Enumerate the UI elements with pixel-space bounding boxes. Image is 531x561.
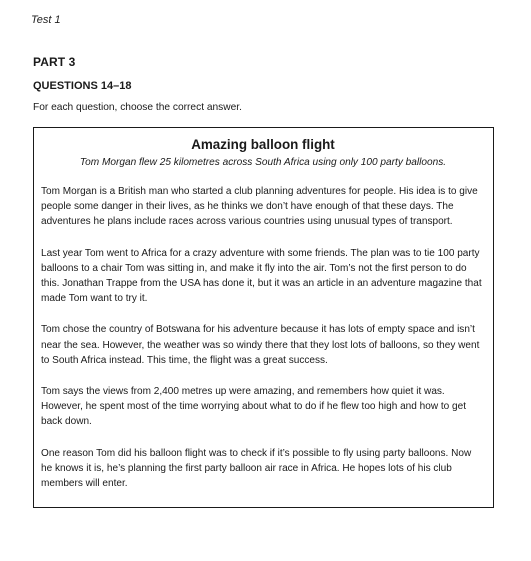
article-title: Amazing balloon flight bbox=[191, 137, 335, 152]
article-paragraph-1: Tom Morgan is a British man who started a club planning adventures for people. His idea is to give people some danger in their lives, as he thinks we don’t have enough of that these days. The adventures he plans include races across various countries using unusual types of transport. bbox=[41, 186, 478, 228]
article-paragraph-5: One reason Tom did his balloon flight was to check if it’s possible to fly using party balloons. Now he knows it is, he’s planning the first party balloon air race in Africa. He hopes lots of his club members will enter. bbox=[41, 447, 472, 490]
article-paragraph-2: Last year Tom went to Africa for a crazy adventure with some friends. The plan was to tie 100 party balloons to a chair Tom was sitting in, and make it fly into the air. Tom’s not the first person to do this. Jonathan Trappe from the USA has done it, but it was an article in an adventure magazine that made Tom want to try it. bbox=[41, 247, 482, 305]
instruction-text: For each question, choose the correct answer. bbox=[33, 102, 242, 113]
article-paragraph-3: Tom chose the country of Botswana for his adventure because it has lots of empty space and isn’t near the sea. However, the weather was so windy there that they lost lots of balloons, so they went to South Africa instead. This time, the flight was a great success. bbox=[41, 324, 480, 366]
article-subtitle: Tom Morgan flew 25 kilometres across South Africa using only 100 party balloons. bbox=[79, 157, 447, 168]
part-heading: PART 3 bbox=[33, 55, 76, 69]
questions-heading: QUESTIONS 14–18 bbox=[33, 80, 132, 92]
running-head: Test 1 bbox=[31, 14, 61, 26]
article-paragraph-4: Tom says the views from 2,400 metres up were amazing, and remembers how quiet it was. However, he spent most of the time worrying about what to do if he flew too high and how to get back down. bbox=[41, 386, 467, 428]
article-box bbox=[33, 127, 494, 508]
